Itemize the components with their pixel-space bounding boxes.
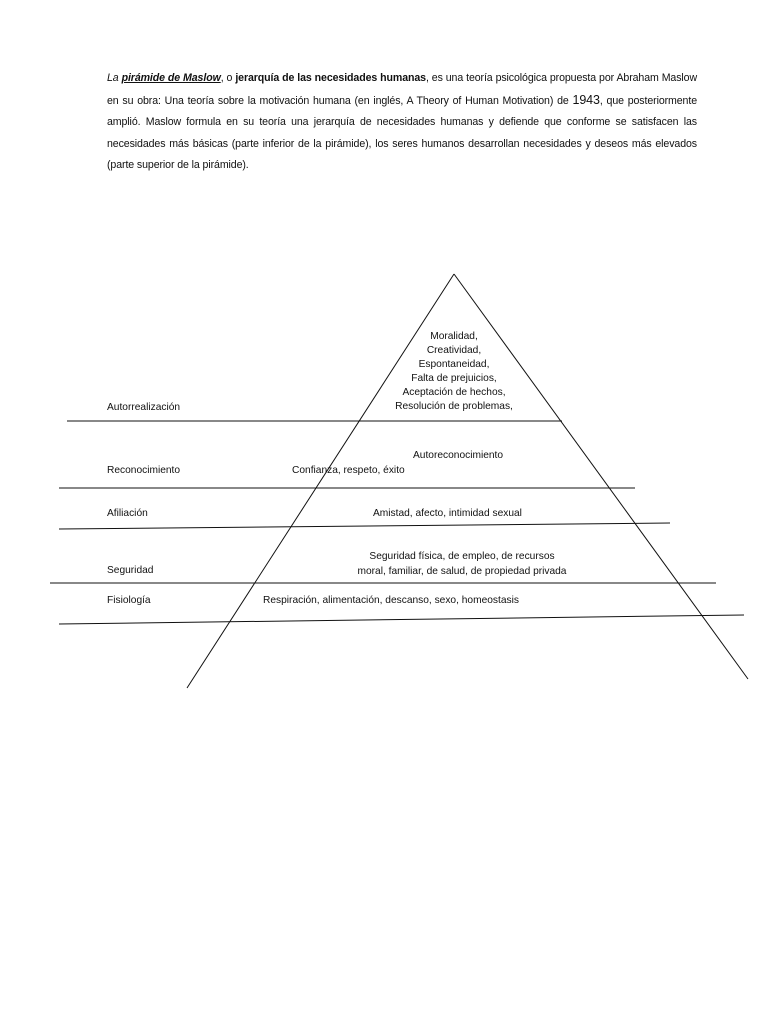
afiliacion-needs: Amistad, afecto, intimidad sexual (373, 508, 522, 519)
label-autorrealizacion: Autorrealización (107, 402, 181, 413)
seguridad-needs (312, 549, 612, 579)
reconocimiento-line2: Confianza, respeto, éxito (292, 465, 405, 476)
label-seguridad: Seguridad (107, 565, 154, 576)
divider-fisiologia (59, 615, 744, 624)
need-item: Creatividad, (426, 345, 482, 356)
label-afiliacion: Afiliación (107, 508, 148, 519)
intro-term-alt: jerarquía de las necesidades humanas (235, 72, 426, 84)
intro-text-2: , que posteriormente amplió. Maslow formula en su teoría una jerarquía de necesidades humanas y defiende que conforme se satisfacen las necesidades más básicas (parte inferior de la pirámide), los seres humanos desarrollan necesidades y deseos más elevados (parte superior de la pirámide). (107, 94, 697, 171)
intro-year: 1943 (572, 92, 600, 107)
intro-sep: , o (220, 72, 236, 84)
reconocimiento-line1: Autoreconocimiento (413, 450, 504, 461)
label-fisiologia: Fisiología (107, 595, 151, 606)
need-item: Espontaneidad, (418, 359, 490, 370)
intro-term-main: pirámide de Maslow (121, 72, 221, 84)
seguridad-line1: Seguridad física, de empleo, de recursos (369, 551, 555, 562)
need-item: Aceptación de hechos, (402, 387, 506, 398)
need-item: Falta de prejuicios, (411, 373, 497, 384)
intro-text-1: , es una teoría psicológica propuesta por Abraham Maslow en su obra: Una teoría sobre la motivación humana (en inglés, A Theory of Human Motivation) de (107, 72, 698, 107)
autorrealizacion-needs (354, 330, 554, 414)
seguridad-line2: moral, familiar, de salud, de propiedad privada (357, 566, 567, 577)
label-reconocimiento: Reconocimiento (107, 465, 181, 476)
intro-term-prefix: La (107, 72, 119, 84)
need-item: Moralidad, (430, 331, 478, 342)
divider-afiliacion (59, 523, 670, 529)
need-item: Resolución de problemas, (395, 401, 513, 412)
fisiologia-needs: Respiración, alimentación, descanso, sexo, homeostasis (263, 595, 519, 606)
